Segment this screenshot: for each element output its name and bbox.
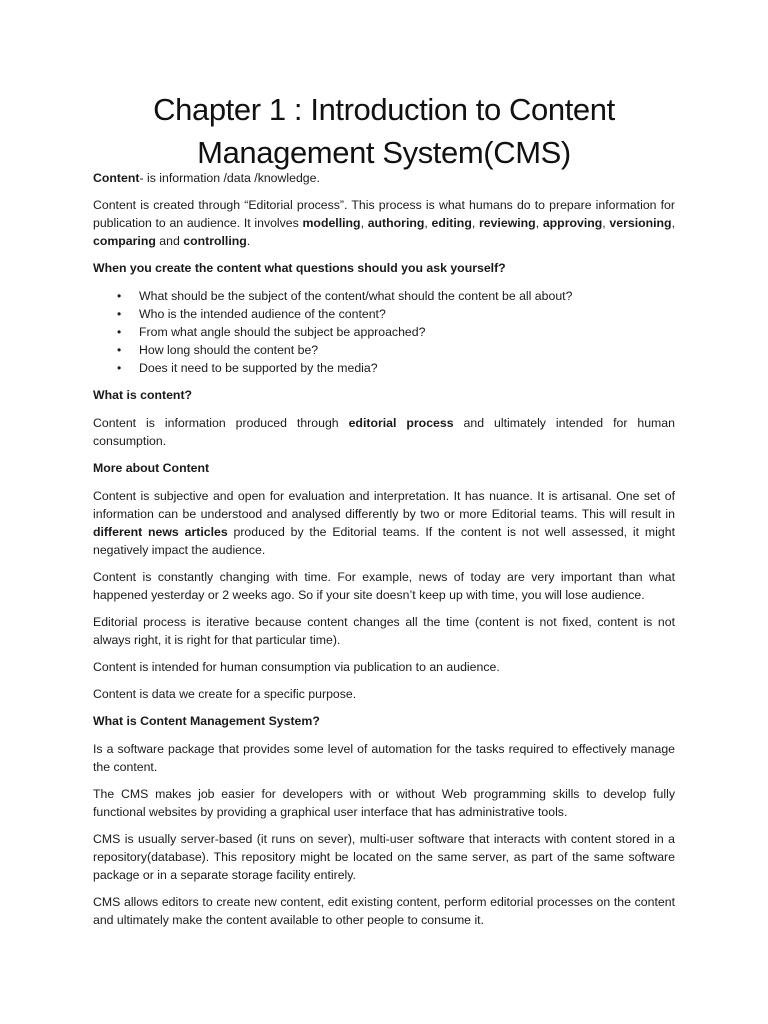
content-term: Content (93, 171, 140, 185)
content-consumption-paragraph: Content is intended for human consumption via publication to an audience. (93, 660, 500, 674)
bullet-icon: • (117, 307, 122, 321)
content-changing-paragraph: Content is constantly changing with time. For example, news of today are very important than what happened yesterday or 2 weeks ago. So if your site doesn’t keep up with time, you will lose audience. (93, 570, 675, 602)
cms-definition-paragraph: Is a software package that provides some level of automation for the tasks required to effectively manage the content. (93, 742, 675, 774)
cms-server-paragraph: CMS is usually server-based (it runs on sever), multi-user software that interacts with content stored in a repository(database). This repository might be located on the same server, as part of the same software package or in a separate storage facility entirely. (93, 832, 675, 882)
list-item: • What should be the subject of the content/what should the content be all about? (117, 289, 573, 303)
cms-editors-paragraph: CMS allows editors to create new content, edit existing content, perform editorial processes on the content and ultimately make the content available to other people to consume it. (93, 895, 675, 927)
content-production-paragraph: Content is information produced through editorial process and ultimately intended for human consumption. (93, 416, 675, 448)
content-subjective-paragraph: Content is subjective and open for evaluation and interpretation. It has nuance. It is artisanal. One set of information can be understood and analysed differently by two or more Editorial teams. This will result in different news articles produced by the Editorial teams. If the content is not well assessed, it might negatively impact the audience. (93, 489, 675, 557)
list-item: • How long should the content be? (117, 343, 319, 357)
list-item: • Does it need to be supported by the media? (117, 361, 378, 375)
editorial-process-paragraph: Content is created through “Editorial process”. This process is what humans do to prepare information for publication to an audience. It involves modelling, authoring, editing, reviewing, approving, versioning, comparing and controlling. (93, 198, 675, 248)
document-body (93, 169, 675, 938)
list-item: • Who is the intended audience of the content? (117, 307, 386, 321)
content-definition-paragraph: Content- is information /data /knowledge. (93, 171, 320, 185)
section-heading-what-is-content: What is content? (93, 388, 193, 402)
bullet-icon: • (117, 289, 122, 303)
content-purpose-paragraph: Content is data we create for a specific purpose. (93, 687, 357, 701)
questions-list (93, 287, 675, 377)
bullet-icon: • (117, 361, 122, 375)
page-title (60, 88, 708, 174)
cms-developers-paragraph: The CMS makes job easier for developers with or without Web programming skills to develop fully functional websites by providing a graphical user interface that has administrative tools. (93, 787, 675, 819)
section-heading-questions: When you create the content what questions should you ask yourself? (93, 261, 506, 275)
list-item: • From what angle should the subject be approached? (117, 325, 426, 339)
section-heading-more-about-content: More about Content (93, 461, 210, 475)
bullet-icon: • (117, 325, 122, 339)
section-heading-what-is-cms: What is Content Management System? (93, 714, 320, 728)
editorial-iterative-paragraph: Editorial process is iterative because content changes all the time (content is not fixed, content is not always right, it is right for that particular time). (93, 615, 675, 647)
bullet-icon: • (117, 343, 122, 357)
title-line-1: Chapter 1 : Introduction to Content (153, 92, 615, 127)
title-line-2: Management System(CMS) (197, 135, 571, 170)
